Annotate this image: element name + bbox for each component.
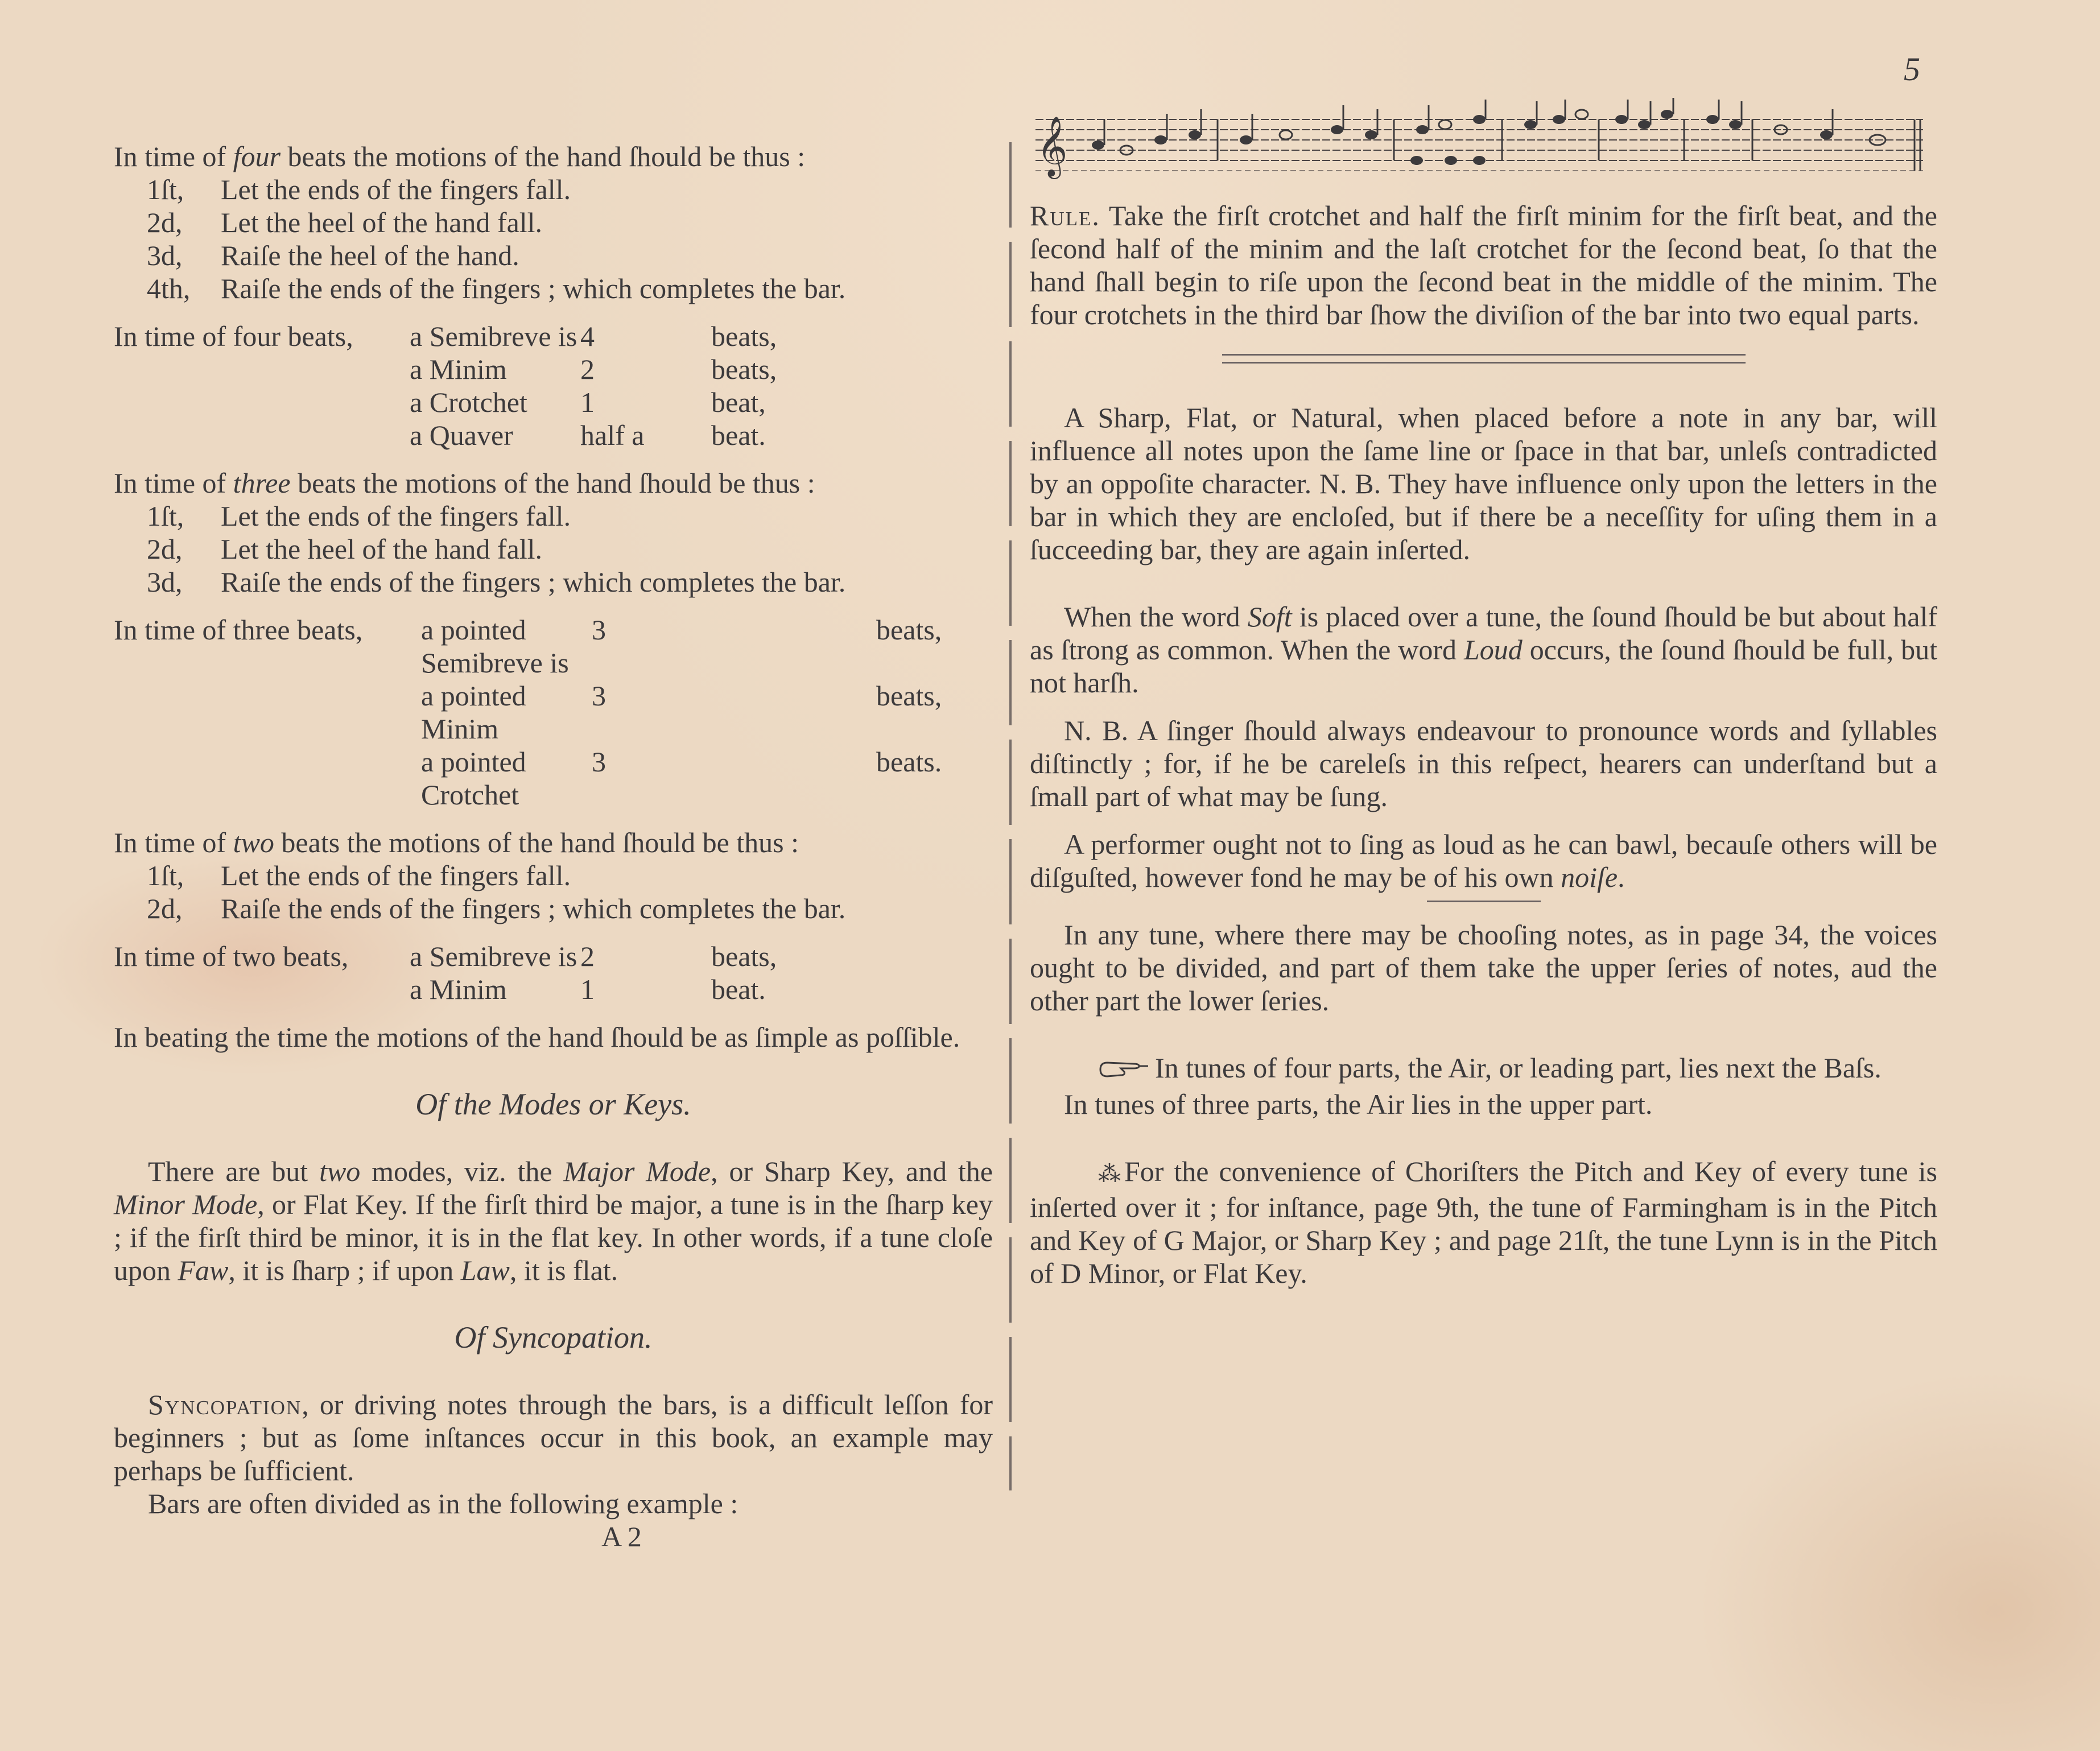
three-parts-paragraph: In tunes of three parts, the Air lies in the upper part.: [1064, 1088, 1653, 1120]
step-text: Let the heel of the hand fall.: [221, 533, 543, 565]
step-text: Let the ends of the fingers fall.: [221, 174, 571, 205]
step-number: 4th,: [147, 272, 191, 304]
step-number: 1ſt,: [147, 174, 184, 205]
single-rule-divider: [1427, 901, 1541, 902]
step-text: Raiſe the ends of the fingers ; which completes the bar.: [221, 893, 846, 924]
value-cell: beats,: [711, 353, 777, 385]
value-cell: 3: [592, 746, 606, 778]
value-cell: In time of four beats,: [114, 320, 353, 352]
value-cell: [114, 419, 410, 452]
two-beats-intro: In time of two beats the motions of the hand ſhould be thus :: [114, 827, 799, 858]
value-cell: a Semibreve is: [410, 940, 577, 972]
step-row: [147, 239, 993, 272]
value-cell: 3: [592, 614, 606, 646]
value-cell: beats,: [876, 680, 942, 712]
four-beats-intro: In time of four beats the motions of the hand ſhould be thus :: [114, 141, 806, 172]
modes-paragraph: There are but two modes, viz. the Major Mode, or Sharp Key, and the Minor Mode, or Flat Key. If the firſt third be major, a tune is in the ſharp key ; if the firſt third be minor, it is in the flat key. In other words, if a tune cloſe upon Faw, it is ſharp ; if upon Law, it is flat.: [114, 1155, 993, 1286]
step-row: [147, 206, 993, 239]
step-text: Raiſe the ends of the fingers ; which completes the bar.: [221, 566, 846, 598]
value-cell: half a: [580, 419, 645, 451]
staff-lines: [1035, 119, 1923, 160]
four-beats-steps: [114, 173, 993, 305]
treble-clef-icon: 𝄞: [1037, 117, 1068, 175]
left-column: [114, 140, 993, 1553]
value-cell: a pointed Minim: [421, 680, 526, 745]
step-number: 2d,: [147, 207, 183, 238]
value-cell: a Semibreve is: [410, 320, 577, 352]
step-row: [147, 173, 993, 206]
two-beats-steps: [114, 859, 993, 925]
value-cell: 1: [580, 386, 595, 418]
step-number: 2d,: [147, 893, 183, 924]
value-cell: beats,: [711, 940, 777, 972]
value-cell: beats,: [711, 320, 777, 352]
asterism-icon: ⁂: [1098, 1161, 1117, 1187]
step-row: [147, 859, 993, 892]
value-cell: [114, 353, 410, 386]
syncopation-paragraph: Syncopation, or driving notes through the bars, is a difficult leſſon for beginners ; but as ſome inſtances occur in this book, an example may perhaps be ſufficient.: [114, 1389, 993, 1486]
choristers-paragraph: ⁂ For the convenience of Choriſters the Pitch and Key of every tune is inſerted over it ; for inſtance, page 9th, the tune of Farmingham is in the Pitch and Key of G Major, or Sharp Key ; and page 21ſt, the tune Lynn is in the Pitch of D Minor, or Flat Key.: [1030, 1155, 1937, 1290]
value-cell: a Minim: [410, 973, 507, 1005]
step-number: 2d,: [147, 533, 183, 565]
hand-pointer-icon: [1064, 1055, 1149, 1088]
signature-mark: A 2: [601, 1521, 642, 1552]
step-row: [147, 565, 993, 598]
value-cell: a Quaver: [410, 419, 513, 451]
bar-lines: [1218, 119, 1920, 171]
value-cell: beats,: [876, 614, 942, 646]
rule-paragraph: Rule. Take the firſt crotchet and half the firſt minim for the firſt beat, and the ſecond half of the minim and the laſt crotchet for the ſecond beat, ſo that the hand ſhall begin to riſe upon the ſecond beat in the middle of the minim. The four crotchets in the third bar ſhow the diviſion of the bar into two equal parts.: [1030, 200, 1937, 331]
value-cell: 3: [592, 680, 606, 712]
step-row: [147, 272, 993, 305]
value-cell: beats.: [876, 746, 942, 778]
step-number: 1ſt,: [147, 860, 184, 891]
value-cell: [114, 973, 410, 1006]
value-cell: In time of three beats,: [114, 614, 363, 646]
modes-heading: Of the Modes or Keys.: [415, 1087, 691, 1121]
bars-example-line: Bars are often divided as in the following example :: [148, 1488, 738, 1519]
beating-paragraph: In beating the time the motions of the hand ſhould be as ſimple as poſſible.: [114, 1021, 960, 1053]
value-cell: a pointed Crotchet: [421, 746, 526, 811]
value-cell: a Crotchet: [410, 386, 527, 418]
four-beats-values: [114, 320, 993, 452]
value-cell: beat.: [711, 973, 766, 1005]
double-rule-divider: [1222, 354, 1746, 364]
two-beats-values: [114, 940, 993, 1006]
column-divider: [1009, 142, 1012, 1490]
sharp-flat-paragraph: A Sharp, Flat, or Natural, when placed before a note in any bar, will influence all notes upon the ſame line or ſpace in that bar, unleſs contradicted by an oppoſite character. N. B. They have influence only upon the letters in the bar in which they are encloſed, but if there be a neceſſity for uſing them in a ſucceeding bar, they are again inſerted.: [1030, 402, 1937, 565]
value-cell: 2: [580, 940, 595, 972]
value-cell: beat,: [711, 386, 766, 418]
step-number: 3d,: [147, 239, 183, 271]
choosing-notes-paragraph: In any tune, where there may be chooſing notes, as in page 34, the voices ought to be divided, and part of them take the upper ſeries of notes, aud the other part the lower ſeries.: [1030, 919, 1937, 1017]
right-column: [1030, 97, 1937, 1290]
note-heads: [1092, 110, 1886, 165]
soft-loud-paragraph: When the word Soft is placed over a tune, the ſound ſhould be but about half as ſtrong as common. When the word Loud occurs, the ſound ſhould be full, but not harſh.: [1030, 601, 1937, 699]
value-cell: 2: [580, 353, 595, 385]
step-text: Let the ends of the fingers fall.: [221, 860, 571, 891]
step-text: Let the heel of the hand fall.: [221, 207, 543, 238]
value-cell: [114, 386, 410, 419]
music-staff-example: [1030, 97, 1926, 182]
step-row: [147, 532, 993, 565]
step-number: 1ſt,: [147, 500, 184, 532]
note-stems: [1104, 98, 1833, 145]
performer-paragraph: A performer ought not to ſing as loud as he can bawl, becauſe others will be diſguſted, however fond he may be of his own noiſe.: [1030, 828, 1937, 893]
value-cell: a pointed Semibreve is: [421, 614, 569, 679]
step-number: 3d,: [147, 566, 183, 598]
nb-singer-paragraph: N. B. A ſinger ſhould always endeavour to pronounce words and ſyllables diſtinctly ; for, if he be careleſs in this reſpect, hearers can underſtand but a ſmall part of what may be ſung.: [1030, 715, 1937, 812]
three-beats-intro: In time of three beats the motions of the hand ſhould be thus :: [114, 467, 815, 499]
syncopation-heading: Of Syncopation.: [454, 1320, 653, 1354]
three-beats-values: [114, 613, 993, 811]
four-parts-paragraph: In tunes of four parts, the Air, or leading part, lies next the Baſs.: [1030, 1051, 1937, 1088]
value-cell: [114, 679, 421, 745]
value-cell: 1: [580, 973, 595, 1005]
step-text: Raiſe the heel of the hand.: [221, 239, 519, 271]
three-beats-steps: [114, 499, 993, 598]
step-row: [147, 499, 993, 532]
step-text: Raiſe the ends of the fingers ; which completes the bar.: [221, 272, 846, 304]
value-cell: In time of two beats,: [114, 940, 349, 972]
value-cell: 4: [580, 320, 595, 352]
value-cell: [114, 745, 421, 811]
value-cell: a Minim: [410, 353, 507, 385]
value-cell: beat.: [711, 419, 766, 451]
step-text: Let the ends of the fingers fall.: [221, 500, 571, 532]
page-number: 5: [1904, 51, 1920, 88]
step-row: [147, 892, 993, 925]
rule-label: Rule.: [1030, 200, 1100, 232]
